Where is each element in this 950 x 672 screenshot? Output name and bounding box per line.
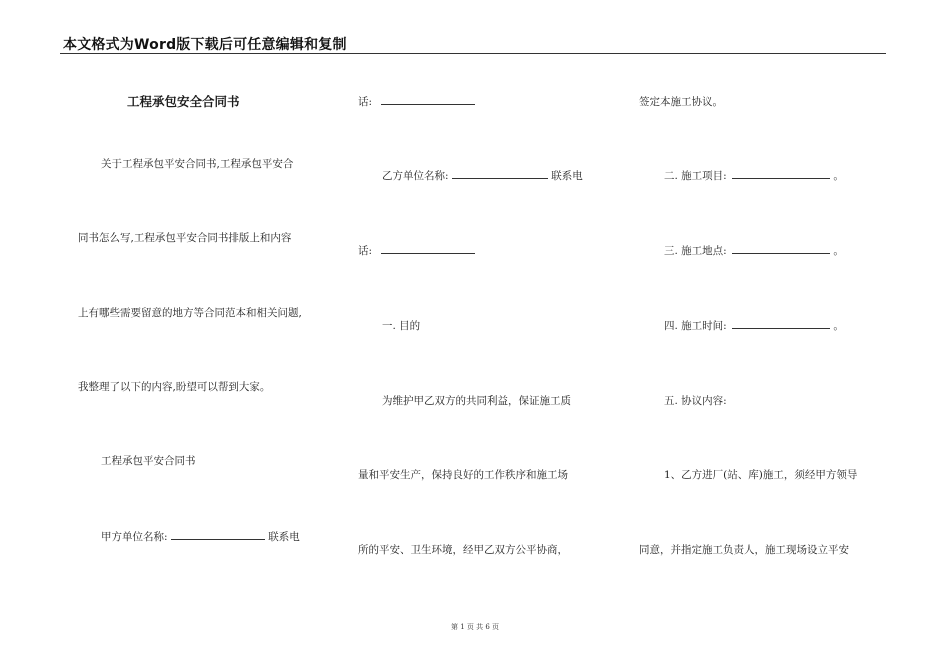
blank-field: [732, 318, 830, 329]
label-location: 三. 施工地点:: [664, 245, 727, 257]
label-party-a-name: 甲方单位名称:: [101, 531, 168, 543]
label-party-b-name: 乙方单位名称:: [382, 170, 449, 182]
period: 。: [833, 320, 844, 332]
paragraph-line: 工程承包平安合同书: [101, 455, 196, 467]
form-line-project: [664, 168, 844, 183]
blank-field: [381, 94, 475, 105]
header-rule: [60, 53, 886, 54]
section-heading: 一. 目的: [382, 320, 421, 332]
paragraph-line: 我整理了以下的内容,盼望可以帮到大家。: [78, 381, 271, 393]
paragraph-line: 同意，并指定施工负责人，施工现场设立平安: [639, 544, 849, 556]
paragraph-line: 所的平安、卫生环境，经甲乙双方公平协商，: [358, 544, 568, 556]
paragraph-line: 1、乙方进厂(站、库)施工，须经甲方领导: [664, 469, 858, 481]
paragraph-line: 签定本施工协议。: [639, 96, 723, 108]
form-line-phone-a: [358, 94, 475, 109]
form-line-time: [664, 318, 844, 333]
label-project: 二. 施工项目:: [664, 170, 727, 182]
form-line-party-a: [101, 529, 300, 544]
page-footer: 第 1 页 共 6 页: [450, 623, 500, 631]
blank-field: [732, 243, 830, 254]
blank-field: [732, 168, 830, 179]
paragraph-line: 关于工程承包平安合同书,工程承包平安合: [101, 158, 294, 170]
period: 。: [833, 245, 844, 257]
blank-field: [381, 243, 475, 254]
form-line-phone-b: [358, 243, 475, 258]
form-line-location: [664, 243, 844, 258]
document-title: 工程承包安全合同书: [127, 94, 240, 109]
header-title: 本文格式为Word版下载后可任意编辑和复制: [63, 37, 347, 53]
section-heading: 五. 协议内容:: [664, 395, 727, 407]
label-phone: 话:: [358, 245, 373, 257]
period: 。: [833, 170, 844, 182]
blank-field: [171, 529, 265, 540]
form-line-party-b: [382, 168, 583, 183]
blank-field: [452, 168, 548, 179]
label-time: 四. 施工时间:: [664, 320, 727, 332]
paragraph-line: 量和平安生产，保持良好的工作秩序和施工场: [358, 469, 568, 481]
paragraph-line: 上有哪些需要留意的地方等合同范本和相关问题,: [78, 307, 302, 319]
label-phone: 话:: [358, 96, 373, 108]
label-contact-phone: 联系电: [551, 170, 583, 182]
paragraph-line: 同书怎么写,工程承包平安合同书排版上和内容: [78, 232, 292, 244]
label-contact-phone: 联系电: [268, 531, 300, 543]
paragraph-line: 为维护甲乙双方的共同利益，保证施工质: [382, 395, 571, 407]
